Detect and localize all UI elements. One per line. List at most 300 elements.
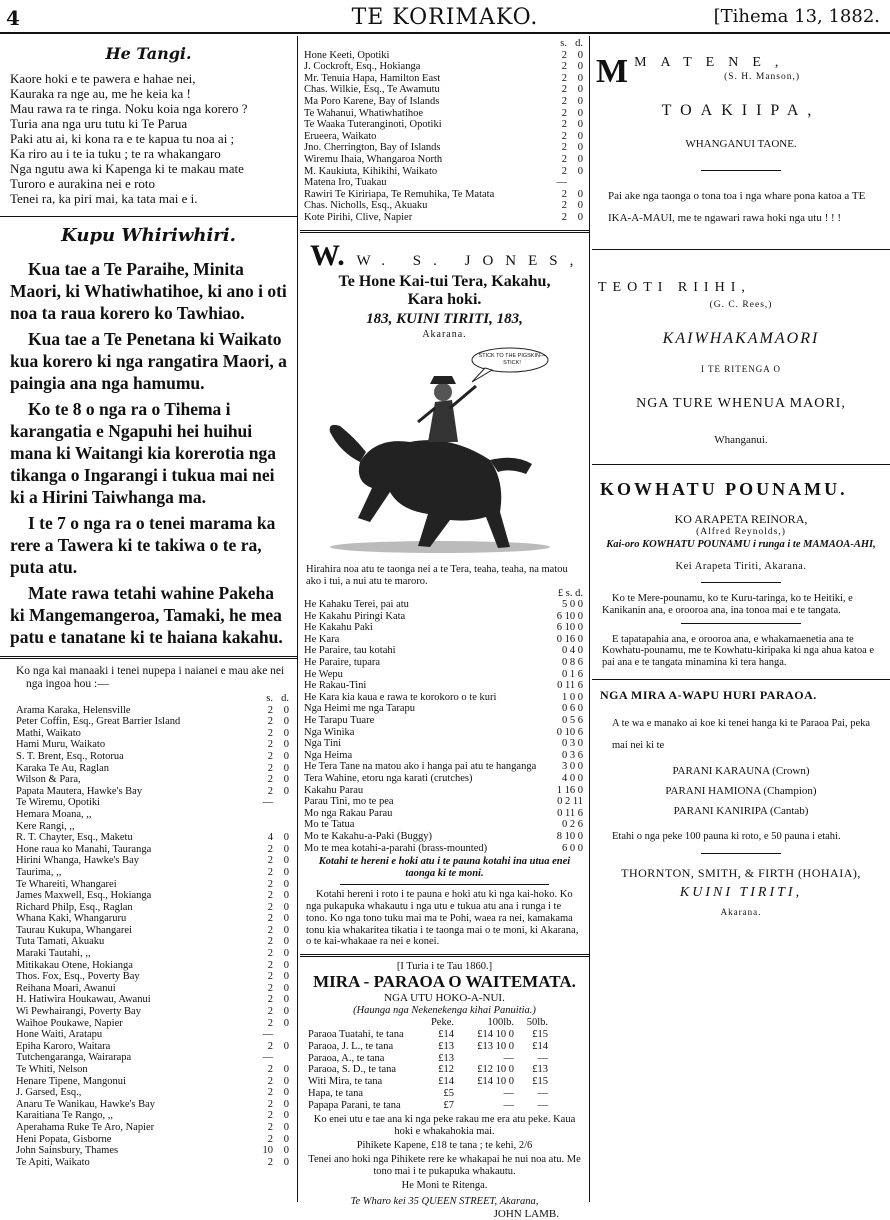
subscriber-row-s: — [262,797,273,809]
subscriber-row-s: — [262,1052,273,1064]
price-row [304,773,583,785]
subscriber-row [304,61,583,73]
subscriber-row-s: 2 [267,855,273,867]
subscriber-row-d [273,809,289,821]
subscriber-row-name: Te Wiremu, Opotiki [16,797,101,809]
subscriber-row-d: 0 [577,130,583,142]
jones-line1: Te Hone Kai-tui Tera, Kakahu, [338,272,551,290]
subscriber-row [16,716,289,728]
price-row [304,599,583,611]
subscriber-row [16,971,289,983]
jones-name: W. W. S. JONES, [310,238,586,272]
mira-advertisement [592,680,890,917]
price-row [304,819,583,831]
subscriber-row-d: 0 [283,878,289,890]
subscriber-row-name: Karaka Te Au, Raglan [16,762,109,774]
subscriber-row-name: M. Kaukiuta, Kihikihi, Waikato [304,165,438,177]
price-row-p: 0 1 6 [562,668,583,680]
bucking-horse-picture [300,342,590,564]
price-row [304,634,583,646]
mira-text-2: Etahi o nga peke 100 pauna ki roto, e 50 pauna i etahi. [612,830,841,842]
subscriber-row [304,212,583,224]
price-row [304,715,583,727]
kupu-paragraph: Kua tae a Te Penetana ki Waikato kua korero ki nga rangatira Maori, a paingia ana nga hamumu. [10,329,287,393]
rees-advertisement [592,250,890,446]
subscriber-row-d: 0 [283,982,289,994]
kupu-body [0,246,297,648]
subscriber-row-d: 0 [283,1133,289,1145]
double-divider [0,656,297,659]
subscriber-header: s. d. [560,38,583,49]
subscriber-row-name: Te Wahanui, Whatiwhatihoe [304,107,424,119]
manson-place: WHANGANUI TAONE. [685,138,797,150]
divider [340,884,549,885]
kupu-paragraph: Mate rawa tetahi wahine Pakeha ki Mangemangeroa, Tamaki, he mea patu e tanatane ki te haiana kakahu. [10,583,283,647]
he-tangi-poem [0,63,297,206]
subscriber-row [16,925,289,937]
mill-row-c: £14 [532,1040,548,1052]
subscriber-row-d: 0 [283,994,289,1006]
subscriber-row-s: 2 [267,994,273,1006]
subscriber-row-d: 0 [283,704,289,716]
pounamu-address: Kei Arapeta Tiriti, Akarana. [675,561,807,572]
subscriber-row-s: 2 [267,1121,273,1133]
subscriber-row-s: 2 [267,716,273,728]
subscriber-row-name: Mr. Tenuia Hapa, Hamilton East [304,72,441,84]
subscriber-row-d: 0 [577,211,583,223]
subscriber-row-name: J. Garsed, Esq., [16,1087,82,1099]
subscriber-row-s: 2 [267,890,273,902]
column-2 [300,36,590,1220]
subscriber-row [304,131,583,143]
price-row [304,657,583,669]
price-row [304,785,583,797]
issue-date: [Tihema 13, 1882. [713,6,880,27]
subscriber-row-s: 2 [267,866,273,878]
poem-line: Kaore hoki e te pawera e hahae nei, [10,71,196,86]
subscriber-row [16,902,289,914]
manson-name: M MATENE, [596,53,793,90]
subscriber-row-s: 2 [267,878,273,890]
poem-line: Kauraka ra nge au, me he keia ka ! [10,86,191,101]
subscriber-row-s: 2 [267,1040,273,1052]
paper-title: TE KORIMAKO. [351,5,539,30]
subscriber-row [16,728,289,740]
subscriber-row-s: 2 [267,1064,273,1075]
subscriber-row [16,1076,289,1088]
subscriber-row-s [249,821,273,833]
mill-note-1: Ko enei utu e tae ana ki nga peke rakau me era atu peke. Kaua hoki e whakahokia mai. [313,1113,576,1137]
subscriber-row-s: 2 [267,1017,273,1029]
he-tangi-title: He Tangi. [105,44,192,63]
mill-signature: JOHN LAMB. [493,1207,559,1220]
subscriber-row-s: 2 [267,1156,273,1168]
subscriber-row [16,1134,289,1146]
subscriber-row-name: Epiha Karoro, Waitara [16,1040,111,1052]
mill-row-a: £14 [438,1028,454,1040]
price-row-p: 1 16 0 [556,784,583,796]
subscriber-row [16,890,289,902]
mill-row-c: — [537,1099,548,1111]
subscriber-list [0,665,297,1168]
mill-price-table [300,1017,589,1111]
subscriber-row-s: 2 [267,1110,273,1122]
subscriber-row-s: 2 [267,982,273,994]
mira-city: Akarana. [720,906,762,917]
subscriber-row [16,1006,289,1018]
subscriber-row [16,1099,289,1111]
price-row-p: 0 2 11 [557,796,583,808]
jones-note-1: Kotahi te hereni e hoki atu i te pauna kotahi ina utua enei taonga ki te moni. [318,856,571,880]
price-row-p: 0 10 6 [556,726,583,738]
subscriber-row-s: 2 [267,785,273,797]
mill-row-b: £13 10 0 [477,1040,514,1052]
price-row [304,750,583,762]
subscriber-row-name: S. T. Brent, Esq., Rotorua [16,750,124,762]
subscriber-row [304,73,583,85]
subscriber-row-d: 0 [283,1087,289,1099]
double-divider [300,230,589,233]
subscriber-row-s: 2 [267,1006,273,1018]
price-row [304,669,583,681]
price-row-name: He Tera Tane na matou ako i hanga pai atu te hanganga [304,761,537,773]
subscriber-row-d [273,1052,289,1064]
subscriber-row-name: Kere Rangi, ,, [16,820,75,832]
page-number: 4 [6,6,20,30]
subscriber-row [16,867,289,879]
subscriber-row-s: 2 [561,130,567,142]
mill-row-c: — [537,1087,548,1099]
subscriber-row-name: Hemara Moana, ,, [16,808,92,820]
manson-trade: TOAKIIPA, [661,102,821,119]
subscriber-row-name: R. T. Chayter, Esq., Maketu [16,832,133,844]
subscriber-row-name: Te Apiti, Waikato [16,1156,90,1168]
subscriber-row-s: 2 [267,1098,273,1110]
subscriber-row [304,166,583,178]
rees-place: Whanganui. [714,434,768,446]
subscriber-row-s: 2 [561,95,567,107]
jones-note-2: Kotahi hereni i roto i te pauna e hoki atu ki nga kai-hoko. Ko nga pukapuka whakautu i nga utu e tukua atu ana i runga i te tono. Ko nga tono tuku mai ma te Pohi, waea ra nei, kamakama tonu kia whakaritea tikatia i te taonga mai o te moni, ki Akarana, o te kai-whakaae ra nei e konei. [306,889,579,948]
subscriber-row-d: 0 [283,1064,289,1075]
mill-since: [I Turia i te Tau 1860.] [396,961,493,973]
subscriber-row [16,763,289,775]
price-row-name: Mo te Tatua [304,819,355,831]
subscriber-row-d: 0 [283,924,289,936]
subscriber-row-s: 2 [267,913,273,925]
price-row-name: He Kara [304,633,340,645]
column-3 [592,36,890,1202]
subscriber-row-name: Papata Mautera, Hawke's Bay [16,785,143,797]
subscriber-row [304,200,583,212]
pounamu-text-2: E tapatapahia ana, e oroorоa ana, e whakamaenetia ana te Kowhatu-pounamu, me te Kowhatu-kiripaka ki nga ahua katoa e pai ana e te tangata minamina ki tera hanga. [602,633,875,669]
price-row-p: 6 10 0 [556,610,583,622]
subscriber-row-name: Henare Tipene, Mangonui [16,1075,126,1087]
price-row-p: 0 3 6 [562,749,583,761]
poem-line: Nga ngutu awa ki Kapenga ki te makau mate [10,161,244,176]
subscriber-row-d: 0 [283,750,289,762]
mill-row-b: £14 10 0 [477,1028,514,1040]
subscriber-row-s: 2 [267,1075,273,1087]
poem-line: Turia ana nga uru tutu ki Te Parua [10,116,188,131]
subscriber-row-d: 0 [283,1017,289,1029]
pounamu-advertisement [592,465,890,669]
subscriber-row-s: 2 [267,1087,273,1099]
mill-row-a: £7 [443,1099,454,1111]
subscriber-row-s: 2 [267,739,273,751]
mira-title: NGA MIRA A-WAPU HURI PARAOA. [600,687,817,702]
subscriber-row-name: Hone Waiti, Aratapu [16,1029,103,1041]
mira-firm: THORNTON, SMITH, & FIRTH (HOHAIA), [621,865,861,880]
subscriber-row-s: 2 [561,72,567,84]
pounamu-name: KO ARAPETA REINORA, [674,512,808,526]
jones-description: Hirahira noa atu te taonga nei a te Tera, teaha, teaha, na matou ako i tui, a nui atu te maroro. [306,563,568,587]
jones-city: Akarana. [422,328,467,340]
subscriber-row-d: 0 [283,913,289,925]
subscriber-row-d: 0 [577,200,583,212]
subscriber-row-d: 0 [577,153,583,165]
rees-trade: KAIWHAKAMAORI [662,330,820,347]
price-row-name: Nga Tini [304,738,342,750]
subscriber-row [304,119,583,131]
subscriber-row-name: Matena Iro, Tuakau [304,177,387,189]
kupu-title: Kupu Whiriwhiri. [61,225,236,246]
subscriber-row [16,797,289,809]
subscriber-row-d: 0 [283,901,289,913]
subscriber-row [16,1110,289,1122]
price-row-name: He Rakau-Tini [304,680,367,692]
subscriber-row [16,948,289,960]
subscriber-row-d: 0 [283,843,289,855]
jones-address: 183, KUINI TIRITI, 183, [366,310,523,327]
subscriber-row-d: 0 [283,1110,289,1122]
double-divider [300,954,589,957]
subscriber-row-d: 0 [283,1121,289,1133]
price-row-p: 5 0 0 [562,599,583,611]
kupu-paragraph: Kua tae a Te Paraihe, Minita Maori, ki Whatiwhatihoe, ki ano i oti noa ta raua korero ko Tawhiao. [10,259,287,323]
price-row [304,808,583,820]
subscriber-row-name: James Maxwell, Esq., Hokianga [16,890,152,902]
mill-row-name: Paraoa, J. L., te tana [308,1040,394,1052]
subscriber-row-s: — [556,177,567,189]
kupu-paragraph: Ko te 8 o nga ra o Tihema i karangatia e Ngapuhi hei huihui mana ki Waitangi kia korerotia nga tikanga o Ingarangi i tukua mai nei ki a Hirini Taiwhanga ma. [10,399,276,507]
subscriber-row-name: Mitikakau Otene, Hokianga [16,959,133,971]
subscriber-row [16,960,289,972]
pounamu-text-1: Ko te Mere-pounamu, ko te Kuru-taringa, ko te Heitiki, e Kanikanin ana, e oroorоa ana, ina tonoa mai e te tangata. [602,593,853,616]
horse-rider-illustration [300,342,589,564]
subscriber-row-d: 0 [577,165,583,177]
mill-row-a: £14 [438,1076,454,1088]
subscriber-row-name: Wiremu Ihaia, Whangaroa North [304,153,443,165]
subscriber-row-s: 2 [267,901,273,913]
subscriber-row-s [249,809,273,821]
mill-row-b: £12 10 0 [477,1064,514,1076]
subscriber-row-s: 2 [267,704,273,716]
mill-row [308,1029,583,1041]
masthead [0,0,890,34]
subscriber-row [16,844,289,856]
subscriber-row-d: 0 [577,119,583,131]
price-row [304,622,583,634]
subscriber-row-s: — [262,1029,273,1041]
subscriber-row-s: 2 [561,49,567,61]
mill-row-b: — [503,1087,514,1099]
rees-name: TEOTI RIIHI, [598,280,751,295]
subscriber-intro: Ko nga kai manaaki i tenei nupepa i naianei e mau ake nei nga ingoa hou :— [16,665,285,690]
speech-balloon-text: STICK TO THE PIGSKIN—STICK! [478,352,546,366]
mill-row-b: £14 10 0 [477,1076,514,1088]
subscriber-row-d: 0 [283,762,289,774]
price-row-name: Mo te Kakahu-a-Paki (Buggy) [304,830,433,842]
subscriber-row-s: 2 [561,165,567,177]
subscriber-row [304,50,583,62]
price-row-name: Nga Winika [304,726,355,738]
mill-address: Te Wharo kei 35 QUEEN STREET, Akarana, [350,1195,539,1207]
subscriber-row-s: 2 [561,61,567,73]
subscriber-row-d [567,177,583,189]
subscriber-row [304,108,583,120]
subscriber-row-s: 4 [267,832,273,844]
subscriber-row-d: 0 [283,1145,289,1157]
subscriber-row-s: 2 [267,762,273,774]
subscriber-row-name: Rawiri Te Kiririapa, Te Remuhika, Te Matata [304,188,495,200]
subscriber-row-name: Thos. Fox, Esq., Poverty Bay [16,971,140,983]
price-row-p: 0 11 6 [557,680,583,692]
poem-line: Paki atu ai, ki kona ra e te kapua tu noa ai ; [10,131,235,146]
waitemata-mill-advertisement [300,961,589,1219]
subscriber-row-name: Maraki Tautahi, ,, [16,948,91,960]
price-row [304,738,583,750]
mill-note-4: He Moni te Ritenga. [401,1179,488,1191]
subscriber-row [304,96,583,108]
subscriber-row-name: Te Waaka Tuteranginoti, Opotiki [304,119,442,131]
price-header: £ s. d. [557,587,583,599]
subscriber-row [16,751,289,763]
rees-sub: (G. C. Rees,) [709,300,773,310]
subscriber-row [16,809,289,821]
subscriber-row-name: Hone raua ko Manahi, Tauranga [16,843,152,855]
subscriber-row [16,913,289,925]
mill-table-header: Peke. 100lb. 50lb. [430,1017,548,1029]
subscriber-row-name: Jno. Cherrington, Bay of Islands [304,142,441,154]
subscriber-row-name: Wi Pewhairangi, Poverty Bay [16,1006,141,1018]
subscriber-row-name: Hami Muru, Waikato [16,739,106,751]
subscriber-row [16,1029,289,1041]
mill-row [308,1076,583,1088]
subscriber-row-s: 2 [267,936,273,948]
mill-row-name: Paraoa, S. D., te tana [308,1064,397,1076]
price-row-p: 0 16 0 [556,633,583,645]
mill-note-2: Pihikete Kapene, £18 te tana ; te kehi, 2/6 [356,1139,533,1151]
price-row-name: He Wepu [304,668,343,680]
mill-row [308,1053,583,1065]
subscriber-row-d: 0 [283,739,289,751]
poem-line: Tenei ra, ka piri mai, ka tata mai e i. [10,191,198,206]
subscriber-row [16,1122,289,1134]
subscriber-row [16,1157,289,1169]
subscriber-row [304,154,583,166]
subscriber-row-d: 0 [283,727,289,739]
subscriber-row [16,983,289,995]
subscriber-row-name: Tutchengaranga, Wairarapa [16,1052,132,1064]
mira-text-1: A te wa e manako ai koe ki tenei hanga ki te Paraoa Pai, peka mai nei ki te [612,717,871,751]
subscriber-row-d: 0 [283,866,289,878]
price-row-p: 0 11 6 [557,807,583,819]
subscriber-row-s: 2 [561,153,567,165]
price-row-p: 8 10 0 [556,830,583,842]
subscriber-row-name: Kote Pirihi, Clive, Napier [304,211,413,223]
price-row-name: He Paraire, tupara [304,657,381,669]
subscriber-row-d: 0 [283,855,289,867]
price-row-name: Nga Heimi me nga Tarapu [304,703,416,715]
subscriber-row-name: Chas. Wilkie, Esq., Te Awamutu [304,84,440,96]
poem-line: Ka riro au i te ia tuku ; te ra whakangaro [10,146,221,161]
subscriber-row-s: 2 [561,188,567,200]
subscriber-row-name: Tuta Tamati, Akuaku [16,936,105,948]
subscriber-row-name: Peter Coffin, Esq., Great Barrier Island [16,716,181,728]
mill-row [308,1100,583,1112]
price-row-p: 1 0 0 [562,691,583,703]
subscriber-row [304,189,583,201]
price-row-p: 0 2 6 [562,819,583,831]
subscriber-row [16,1064,289,1076]
manson-sub: (S. H. Manson,) [724,72,801,82]
subscriber-row-d: 0 [283,948,289,960]
subscriber-row [304,84,583,96]
subscriber-row-s: 2 [561,107,567,119]
mill-row-c: £15 [532,1076,548,1088]
subscriber-row-name: Taurau Kukupa, Whangarei [16,924,132,936]
price-row-name: Nga Heima [304,749,353,761]
subscriber-row-name: Mathi, Waikato [16,727,81,739]
column-1 [0,36,298,1202]
subscriber-row-d: 0 [283,1006,289,1018]
subscriber-row [16,1087,289,1099]
mill-row-a: £13 [438,1052,454,1064]
subscriber-row-name: Arama Karaka, Helensville [16,704,131,716]
price-row-name: Tera Wahine, etoru nga karati (crutches) [304,773,473,784]
pounamu-title: KOWHATU POUNAMU. [600,479,848,499]
price-row-p: 0 4 0 [562,645,583,657]
mill-row-b: — [503,1099,514,1111]
mill-row-c: — [537,1052,548,1064]
subscriber-row-s: 2 [267,924,273,936]
poem-line: Mau rawa ra te ringa. Noku koia nga korero ? [10,101,248,116]
brand-cantab: PARANI KANIRIPA (Cantab) [673,804,809,817]
subscriber-row [304,142,583,154]
mill-row [308,1041,583,1053]
subscriber-row [16,1041,289,1053]
subscriber-row-d: 0 [577,61,583,73]
mill-row-a: £13 [438,1040,454,1052]
subscriber-row-name: Wilson & Para, [16,774,81,786]
price-row-name: He Tarapu Tuare [304,715,375,727]
price-row-name: Mo te mea kotahi-a-parahi (brass-mounted) [304,842,488,854]
subscriber-row-name: Waihoe Poukawe, Napier [16,1017,123,1029]
divider [701,853,781,854]
subscriber-row-d: 0 [283,785,289,797]
mill-row-name: Witi Mira, te tana [308,1076,383,1088]
divider [0,216,297,217]
subscriber-row [16,786,289,798]
subscriber-row [16,1018,289,1030]
price-row [304,692,583,704]
subscriber-row-name: Whana Kaki, Whangaruru [16,913,127,925]
mill-subtitle: NGA UTU HOKO-A-NUI. [384,992,505,1005]
rees-laws: NGA TURE WHENUA MAORI, [636,396,846,411]
mill-note-3: Tenei ano hoki nga Pihikete rere ke whakapai he nui noa atu. Me tono mai i te pukapuka whakautu. [308,1153,581,1177]
subscriber-row-d: 0 [283,959,289,971]
subscriber-row-name: John Sainsbury, Thames [16,1145,119,1157]
